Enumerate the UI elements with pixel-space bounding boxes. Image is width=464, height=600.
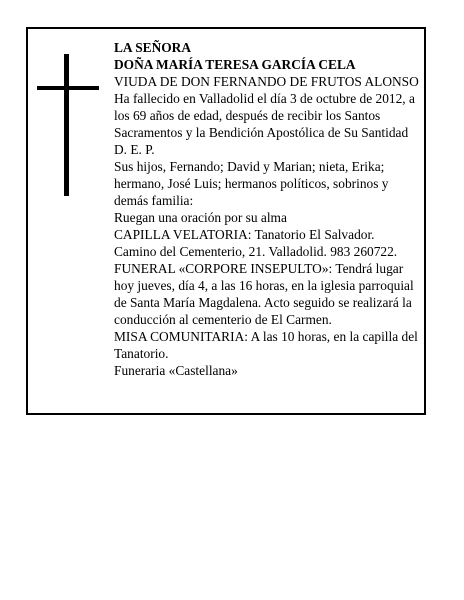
family-paragraph: Sus hijos, Fernando; David y Marian; nieta, Erika; hermano, José Luis; hermanos políticos, sobrinos y demás familia: [114, 159, 389, 208]
deceased-name: DOÑA MARÍA TERESA GARCÍA CELA [114, 57, 356, 72]
prayer-request: Ruegan una oración por su alma [114, 210, 287, 225]
obituary-text [114, 39, 420, 379]
widow-line: VIUDA DE DON FERNANDO DE FRUTOS ALONSO [114, 74, 419, 89]
death-paragraph: Ha fallecido en Valladolid el día 3 de octubre de 2012, a los 69 años de edad, después de recibir los Santos Sacramentos y la Bendición Apostólica de Su Santidad D. E. P. [114, 91, 415, 157]
funeral-home: Funeraria «Castellana» [114, 363, 238, 378]
title-line: LA SEÑORA [114, 40, 192, 55]
mass-paragraph: MISA COMUNITARIA: A las 10 horas, en la capilla del Tanatorio. [114, 329, 418, 361]
funeral-paragraph: FUNERAL «CORPORE INSEPULTO»: Tendrá lugar hoy jueves, día 4, a las 16 horas, en la iglesia parroquial de Santa María Magdalena. Acto seguido se realizará la conducción al cementerio de El Carmen. [114, 261, 414, 327]
cross-icon [37, 54, 99, 196]
cross-vertical-bar [64, 54, 69, 196]
cross-horizontal-bar [37, 86, 99, 90]
chapel-paragraph: CAPILLA VELATORIA: Tanatorio El Salvador. Camino del Cementerio, 21. Valladolid. 983 260722. [114, 227, 398, 259]
